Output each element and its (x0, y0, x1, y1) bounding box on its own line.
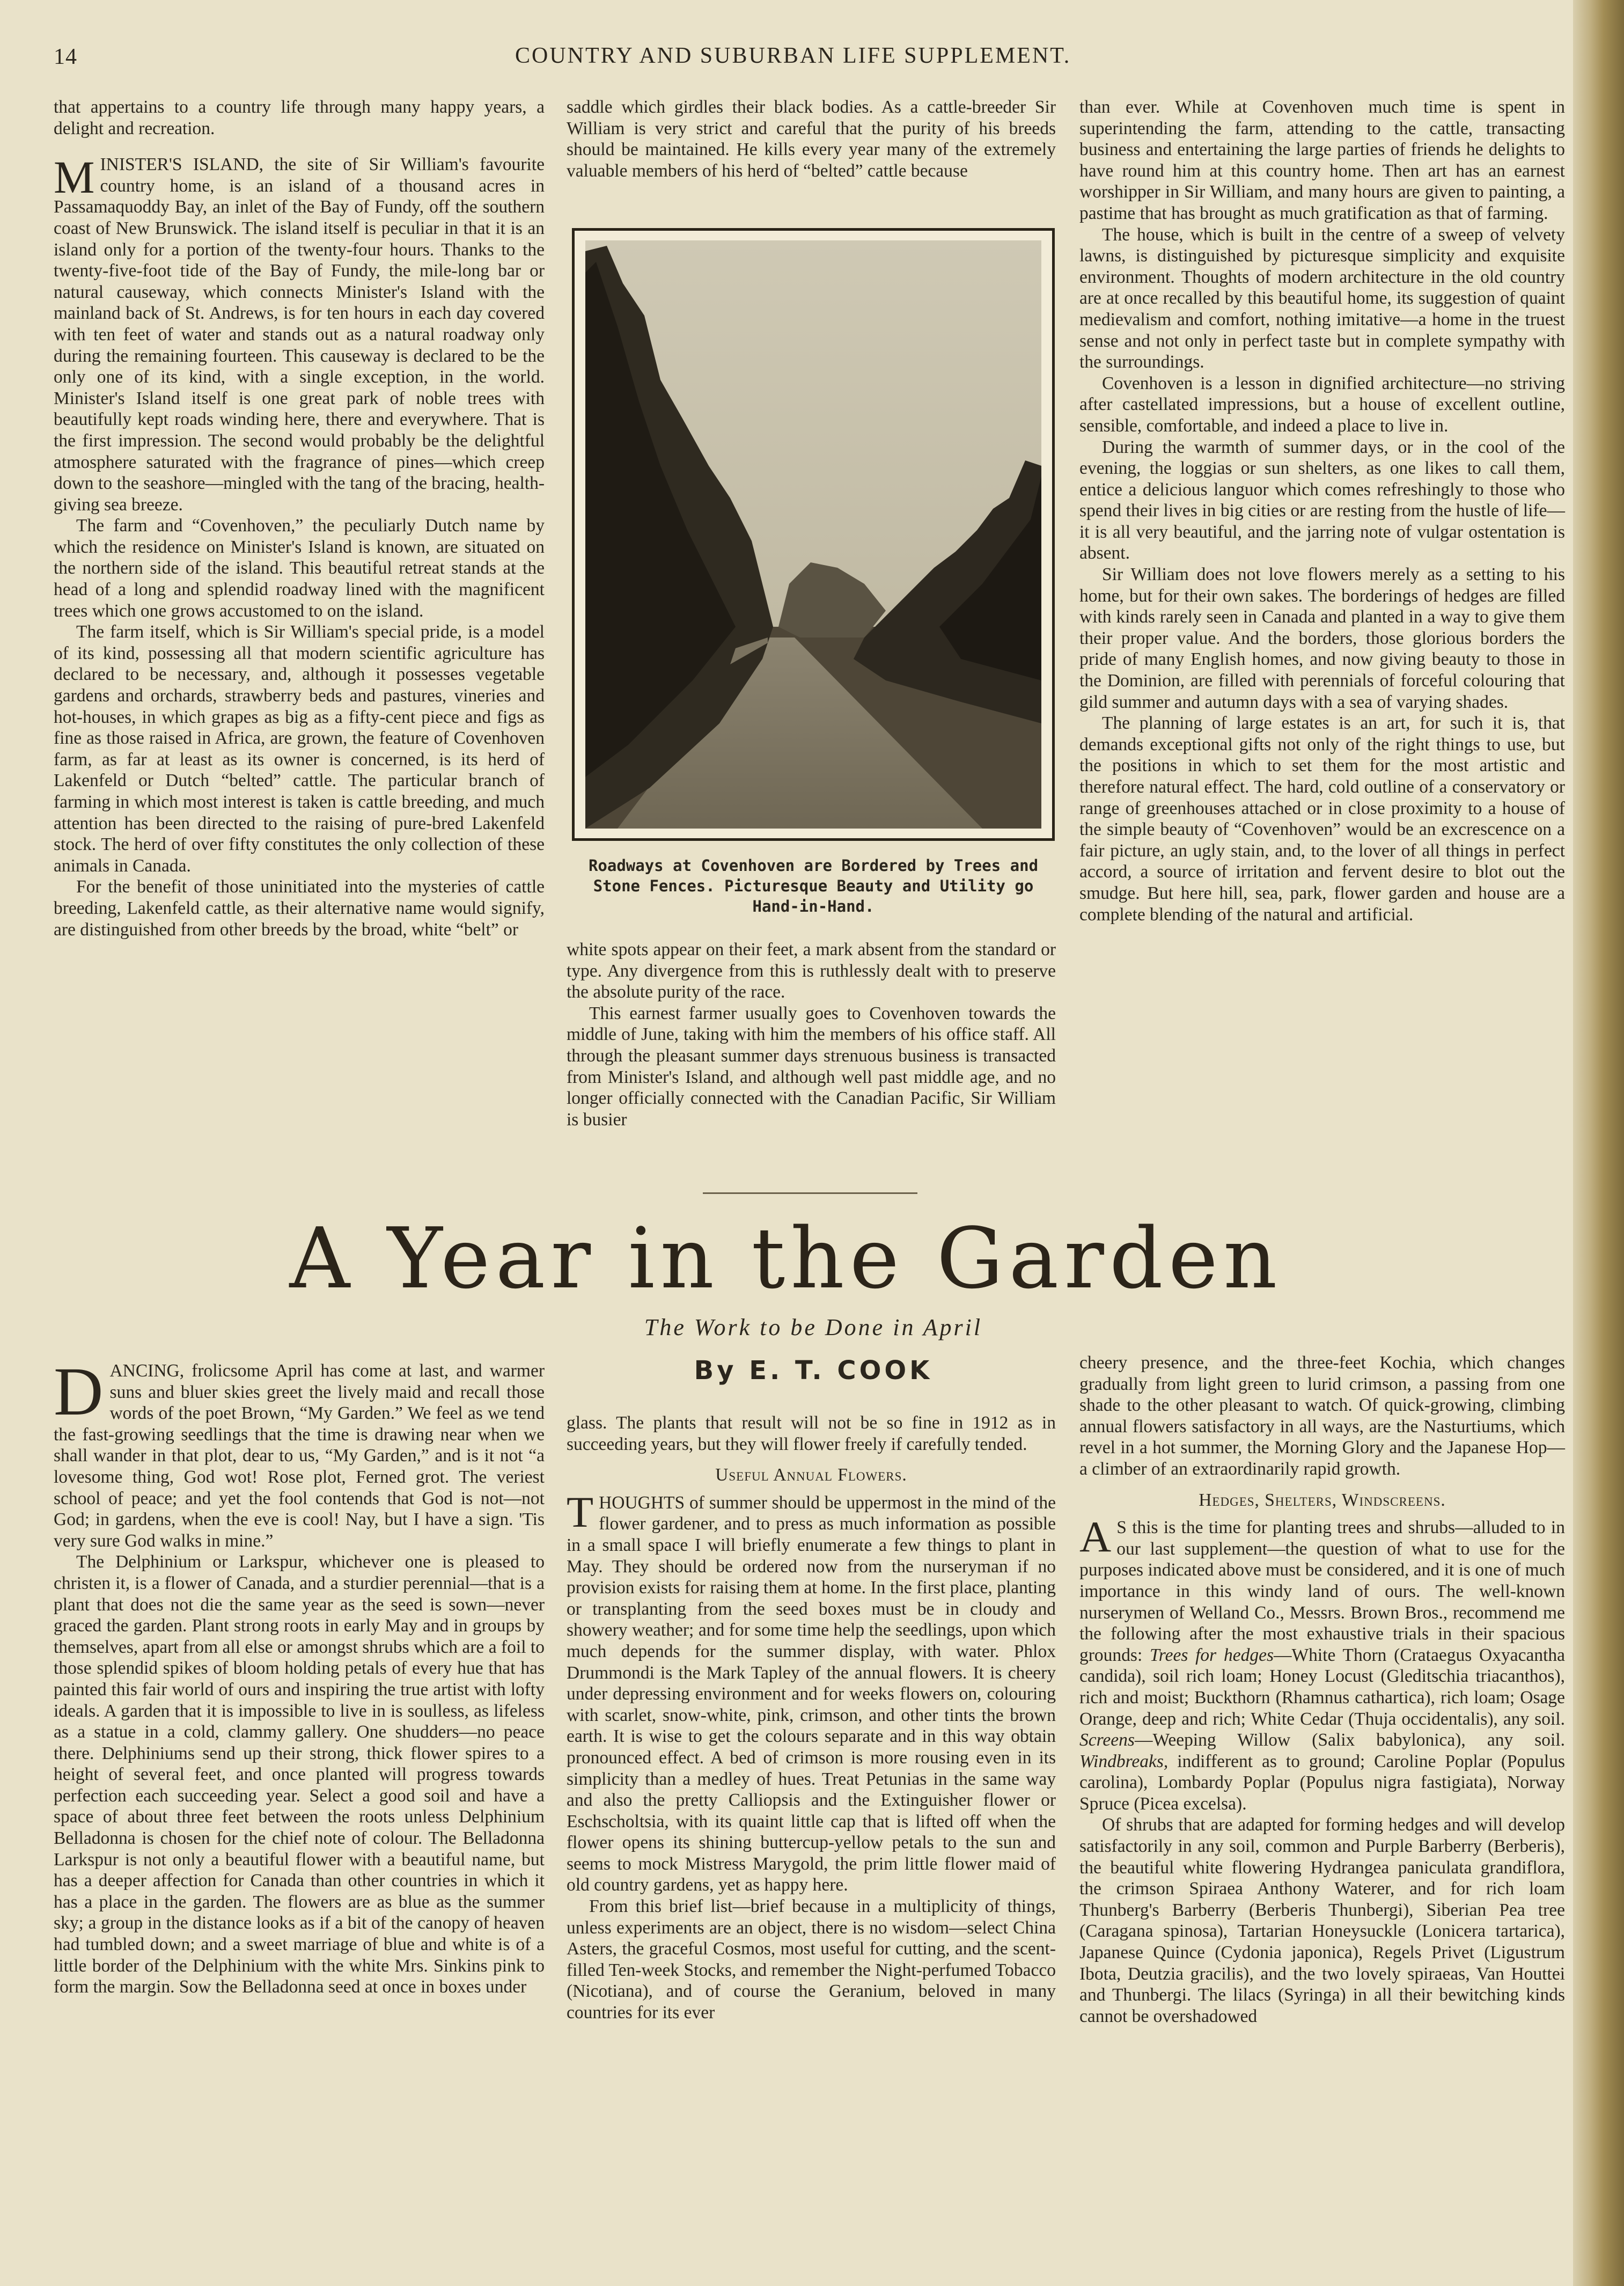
italic-label: Windbreaks, (1079, 1751, 1169, 1771)
paragraph: THOUGHTS of summer should be uppermost in the mind of the flower gardener, and to press as much information as possible in a small space I will briefly enumerate a few things to plant in May. They should be ordered now from the nurseryman if no provision exists for raising them at home. In the first place, planting or transplanting from the seed boxes must be in cloudy and showery weather; and for some time help the seedlings, upon which much depends for the summer display, with water. Phlox Drummondi is the Mark Tapley of the annual flowers. It is cheery under depressing environment and for weeks flowers on, colouring with scarlet, snow-white, pink, crimson, and other tints the brown earth. It is wise to get the colours separate and in this way obtain pronounced effect. A bed of crimson is more rousing even in its simplicity than a medley of hues. Treat Petunias in the same way and also the pretty Calliopsis and the Extinguisher flower or Eschscholtsia, with its quaint little cap that is lifted off when the flower opens its shining buttercup-yellow petals to the sun and seems to mock Mistress Marygold, the prim little flower maid of old country gardens, yet as happy here. (567, 1487, 1056, 1895)
paragraph: Of shrubs that are adapted for forming hedges and will develop satisfactorily in any soil, common and Purple Barberry (Berberis), the beautiful white flowering Hydrangea paniculata grandiflora, the crimson Spiraea Anthony Waterer, and for rich loam Thunberg's Barberry (Berberis Thunbergi), Siberian Pea tree (Caragana spinosa), Tartarian Honeysuckle (Lonicera tartarica), Japanese Quince (Cydonia japonica), Regels Privet (Ligustrum Ibota, Deutzia gracilis), and the two lovely spiraeas, Van Houttei and Thunbergi. The lilacs (Syringa) in all their bewitching kinds cannot be overshadowed (1079, 1815, 1565, 2026)
paragraph: saddle which girdles their black bodies. As a cattle-breeder Sir William is very strict and careful that the purity of his breeds should be maintained. He kills every year many of the extremely valuable members of his herd of “belted” cattle because (567, 97, 1056, 181)
photo-frame (572, 228, 1055, 841)
subheading: Hedges, Shelters, Windscreens. (1199, 1490, 1446, 1510)
paragraph: During the warmth of summer days, or in the cool of the evening, the loggias or sun shelters, as one likes to call them, entice a delicious languor which comes refreshingly to those who spend their lives in big cities or are resting from the hustle of life—it is all very beautiful, and the jarring note of vulgar ostentation is absent. (1079, 437, 1565, 563)
paragraph: than ever. While at Covenhoven much time is spent in superintending the farm, attending to the cattle, transacting business and entertaining the large parties of friends he delights to have round him at this country home. Then art has an earnest worshipper in Sir William, and many hours are given to painting, a pastime that has brought as much gratification as that of farming. (1079, 97, 1565, 223)
drop-cap: A (1079, 1512, 1112, 1562)
article1-column-1 (54, 97, 545, 940)
page-binding-edge (1573, 0, 1624, 2286)
paragraph: DANCING, frolicsome April has come at last, and warmer suns and bluer skies greet the lively maid and recall those words of the poet Brown, “My Garden.” We feel as we tend the fast-growing seedlings that the time is drawing near when we shall wander in that plot, dear to us, “My Garden,” and is it not “a lovesome thing, God wot! Rose plot, Ferned grot. The veriest school of peace; and yet the fool contends that God is not—not God; in gardens, when the eve is cool! Nay, but I have a sign. 'Tis very sure God walks in mine.” (54, 1353, 545, 1551)
article2-column-3 (1079, 1352, 1565, 2027)
paragraph: A S this is the time for planting trees and shrubs—alluded to in our last supplement—the question of what to use for the purposes indicated above must be considered, and it is one of much importance in this windy land of ours. The well-known nurserymen of Welland Co., Messrs. Brown Bros., recommend me the following after the most exhaustive trials in their spacious grounds: Trees for hedges—White Thorn (Crataegus Oxyacantha candida), soil rich loam; Honey Locust (Gleditschia triacanthos), rich and moist; Buckthorn (Rhamnus cathartica), rich loam; Osage Orange, deep and rich; White Cedar (Thuja occidentalis), any soil. Screens—Weeping Willow (Salix babylonica), any soil. Windbreaks, indifferent as to ground; Caroline Poplar (Populus carolina), Lombardy Poplar (Populus nigra fastigiata), Norway Spruce (Picea excelsa). (1079, 1512, 1565, 1814)
article1-column-2-bottom (567, 939, 1056, 1130)
article1-column-3 (1079, 97, 1565, 925)
paragraph: The farm and “Covenhoven,” the peculiarly Dutch name by which the residence on Minister's Island is known, are situated on the northern side of the island. This beautiful retreat stands at the head of a long and splendid roadway lined with the magnificent trees which one grows accustomed to on the island. (54, 516, 545, 621)
subheading: Useful Annual Flowers. (715, 1465, 907, 1485)
article-subtitle: The Work to be Done in April (644, 1314, 983, 1340)
article-byline: By E. T. COOK (694, 1356, 933, 1386)
article2-column-1 (54, 1353, 545, 1998)
paragraph: For the benefit of those uninitiated into the mysteries of cattle breeding, Lakenfeld cattle, as their alternative name would signify, are distinguished from other breeds by the broad, white “belt” or (54, 877, 545, 940)
paragraph: Sir William does not love flowers merely as a setting to his home, but for their own sakes. The borderings of hedges are filled with kinds rarely seen in Canada and planted in a way to give them their proper value. And the borders, those glorious borders the pride of many English homes, and now giving beauty to those in the Dominion, are filled with perennials of forceful colouring that gild summer and autumn days with a sea of varying shades. (1079, 565, 1565, 712)
paragraph: From this brief list—brief because in a multiplicity of things, unless experiments are an object, there is no wisdom—select China Asters, the graceful Cosmos, most useful for cutting, and the scent-filled Ten-week Stocks, and remember the Night-perfumed Tobacco (Nicotiana), and of course the Geranium, beloved in many countries for its ever (567, 1896, 1056, 2023)
article1-column-2-top (567, 97, 1056, 181)
paragraph: The house, which is built in the centre of a sweep of velvety lawns, is distinguished by picturesque simplicity and exquisite environment. Thoughts of modern architecture in the old country are at once recalled by this beautiful home, its suggestion of quaint medievalism and comfort, nothing imitative—a home in the truest sense and not only in perfect taste but in complete sympathy with the surroundings. (1079, 224, 1565, 372)
italic-label: Screens (1079, 1730, 1135, 1750)
page-number: 14 (54, 45, 77, 69)
paragraph: white spots appear on their feet, a mark absent from the standard or type. Any divergence from this is ruthlessly dealt with to preserve the absolute purity of the race. (567, 940, 1056, 1002)
drop-cap: M (54, 151, 95, 203)
article2-column-2 (567, 1412, 1056, 2024)
drop-cap: D (54, 1353, 104, 1430)
photo-roadway-covenhoven (585, 240, 1041, 829)
paragraph: Covenhoven is a lesson in dignified architecture—no striving after castellated impressions, but a house of excellent outline, sensible, comfortable, and indeed a place to live in. (1079, 373, 1565, 436)
paragraph: The Delphinium or Larkspur, whichever one is pleased to christen it, is a flower of Canada, and a sturdier perennial—that is a plant that does not die the same year as the seed is sown—never graced the garden. Plant strong roots in early May and in groups by themselves, apart from all else or amongst shrubs which are a foil to those splendid spikes of bloom holding petals of every hue that has painted this fair world of ours and inspiring the true artist with lofty ideals. A garden that it is impossible to live in is soulless, as lifeless as a statue in a cold, clammy gallery. One shudders—no peace there. Delphiniums send up their strong, thick flower spires to a height of several feet, and once planted will progress towards perfection each succeeding year. Select a good soil and have a space of about three feet between the roots unless Delphinium Belladonna is chosen for the chief note of colour. The Belladonna Larkspur is not only a beautiful flower with a beautiful name, but has a deeper affection for Canada than other countries in which it has a place in the garden. The flowers are as blue as the summer sky; a group in the distance looks as if a bit of the canopy of heaven had tumbled down; and a sweet marriage of blue and white is of a little border of the Delphinium with the white Mrs. Sinkins pink to form the margin. Sow the Belladonna seed at once in boxes under (54, 1552, 545, 1997)
paragraph: This earnest farmer usually goes to Covenhoven towards the middle of June, taking with him the members of his office staff. All through the pleasant summer days strenuous business is transacted from Minister's Island, and although well past middle age, and no longer officially connected with the Canadian Pacific, Sir William is busier (567, 1003, 1056, 1130)
section-divider (703, 1192, 917, 1194)
paragraph: cheery presence, and the three-feet Kochia, which changes gradually from light green to lurid crimson, a passing from one shade to the other pleasant to watch. Of quick-growing, climbing annual flowers satisfactory in all ways, are the Nasturtiums, which revel in a hot summer, the Morning Glory and the Japanese Hop—a climber of an extraordinarily rapid growth. (1079, 1353, 1565, 1479)
drop-cap: T (567, 1487, 594, 1536)
italic-label: Trees for hedges (1150, 1645, 1274, 1665)
running-head: COUNTRY AND SUBURBAN LIFE SUPPLEMENT. (515, 43, 1071, 68)
photo-caption: Roadways at Covenhoven are Bordered by Trees and Stone Fences. Picturesque Beauty and Utility go Hand-in-Hand. (588, 856, 1039, 915)
paragraph: The farm itself, which is Sir William's special pride, is a model of its kind, possessing all that modern scientific agriculture has declared to be necessary, and, although it possesses vegetable gardens and orchards, strawberry beds and pastures, vineries and hot-houses, in which grapes as big as a fifty-cent piece and figs as fine as those raised in Africa, are grown, the feature of Covenhoven farm, as far at least as its owner is concerned, is its herd of Lakenfeld or Dutch “belted” cattle. The particular branch of farming in which most interest is taken is cattle breeding, and much attention has been directed to the raising of pure-bred Lakenfeld stock. The herd of over fifty constitutes the only collection of these animals in Canada. (54, 622, 545, 876)
article-title: A Year in the Garden (289, 1210, 1283, 1307)
paragraph: The planning of large estates is an art, for such it is, that demands exceptional gifts not only of the right things to use, but the positions in which to set them for the most artistic and therefore natural effect. The hard, cold outline of a conservatory or range of greenhouses attached or in close proximity to a house of the simple beauty of “Covenhoven” would be an excrescence on a fair picture, an ugly stain, and, to the lover of all things in perfect accord, a source of irritation and fervent desire to blot out the smudge. But here hill, sea, park, flower garden and house are a complete blending of the natural and artificial. (1079, 713, 1565, 925)
paragraph: that appertains to a country life through many happy years, a delight and recreation. (54, 97, 545, 138)
paragraph: glass. The plants that result will not be so fine in 1912 as in succeeding years, but they will flower freely if carefully tended. (567, 1413, 1056, 1454)
paragraph: MINISTER'S ISLAND, the site of Sir William's favourite country home, is an island of a thousand acres in Passamaquoddy Bay, an inlet of the Bay of Fundy, off the southern coast of New Brunswick. The island itself is peculiar in that it is an island only for a portion of the twenty-four hours. Thanks to the twenty-five-foot tide of the Bay of Fundy, the mile-long bar or natural causeway, which connects Minister's Island with the mainland back of St. Andrews, is for ten hours in each day covered with ten feet of water and stands out as a natural roadway only during the remaining fourteen. This causeway is declared to be the only one of its kind, with a single exception, in the world. Minister's Island itself is one great park of noble trees with beautifully kept roads winding here, there and everywhere. That is the first impression. The second would probably be the delightful atmosphere saturated with the fragrance of pines—which creep down to the seashore—mingled with the tang of the bracing, health-giving sea breeze. (54, 151, 545, 515)
